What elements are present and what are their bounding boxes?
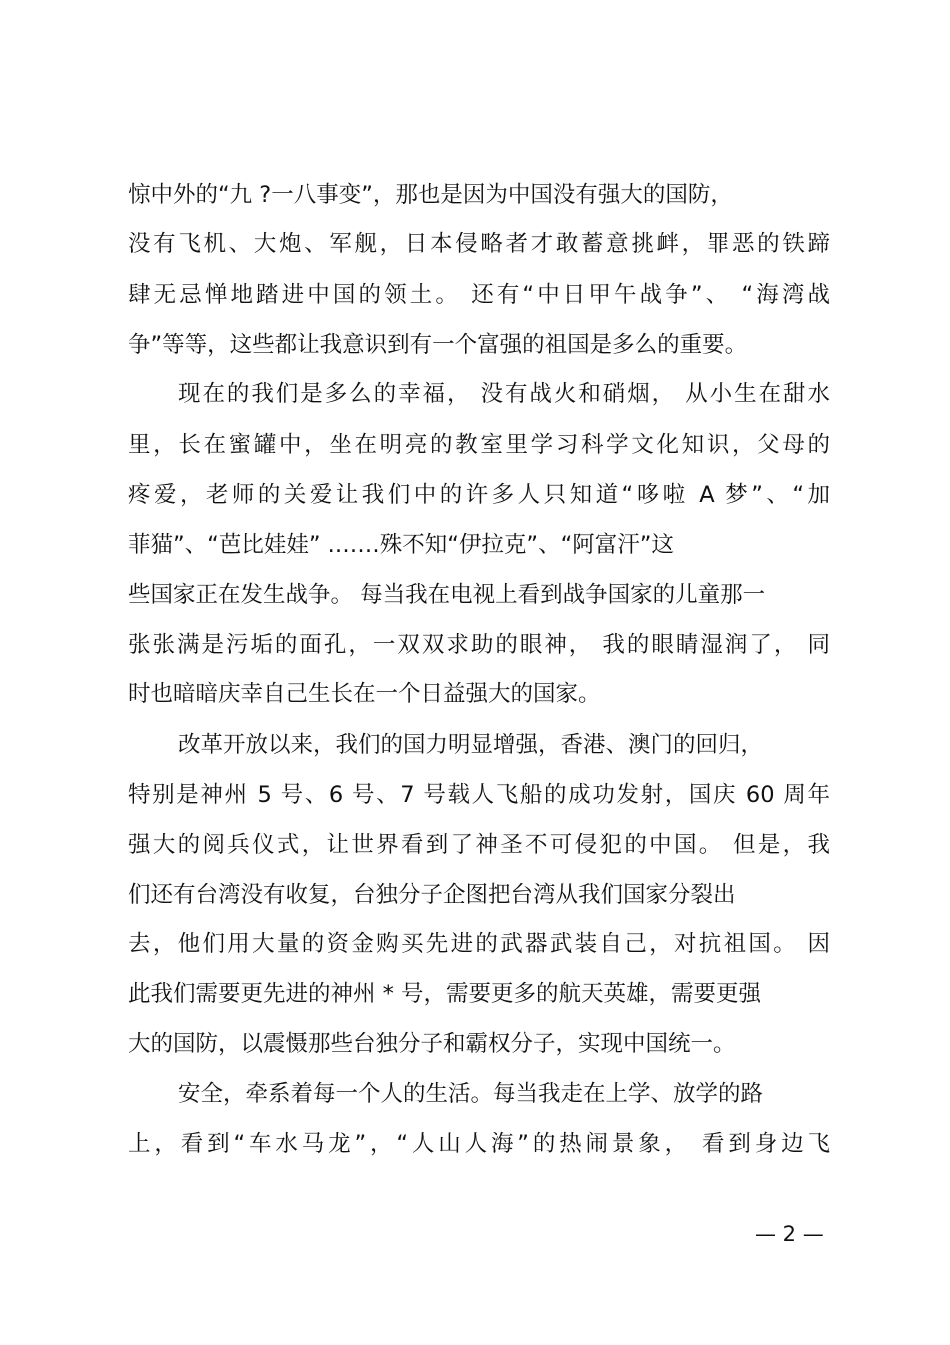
paragraph-line: 强大的阅兵仪式，让世界看到了神圣不可侵犯的中国。 但是，我 <box>128 832 830 858</box>
paragraph-line: 此我们需要更先进的神州 * 号，需要更多的航天英雄，需要更强 <box>128 981 762 1007</box>
paragraph-line: 张张满是污垢的面孔，一双双求助的眼神， 我的眼睛湿润了， 同 <box>128 632 830 658</box>
paragraph-line: 争”等等，这些都让我意识到有一个富强的祖国是多么的重要。 <box>128 332 748 358</box>
paragraph-line: 里，长在蜜罐中，坐在明亮的教室里学习科学文化知识，父母的 <box>128 432 830 458</box>
page-number: — 2 — <box>755 1222 824 1246</box>
paragraph-line: 现在的我们是多么的幸福， 没有战火和硝烟， 从小生在甜水 <box>178 381 830 407</box>
paragraph-line: 安全，牵系着每一个人的生活。每当我走在上学、放学的路 <box>178 1081 764 1107</box>
paragraph-line: 些国家正在发生战争。 每当我在电视上看到战争国家的儿童那一 <box>128 582 766 608</box>
paragraph-line: 惊中外的“九 ?一八事变”，那也是因为中国没有强大的国防， <box>128 182 733 208</box>
paragraph-line: 疼爱，老师的关爱让我们中的许多人只知道“哆啦 A 梦”、“加 <box>128 482 830 508</box>
paragraph-line: 上，看到“车水马龙”，“人山人海”的热闹景象， 看到身边飞 <box>128 1131 830 1157</box>
paragraph-line: 时也暗暗庆幸自己生长在一个日益强大的国家。 <box>128 681 601 707</box>
paragraph-line: 大的国防，以震慑那些台独分子和霸权分子，实现中国统一。 <box>128 1031 736 1057</box>
paragraph-line: 肆无忌惮地踏进中国的领土。 还有“中日甲午战争”、 “海湾战 <box>128 282 830 308</box>
paragraph-line: 没有飞机、大炮、军舰，日本侵略者才敢蓄意挑衅，罪恶的铁蹄 <box>128 231 830 257</box>
paragraph-line: 改革开放以来，我们的国力明显增强，香港、澳门的回归， <box>178 732 764 758</box>
paragraph-line: 去，他们用大量的资金购买先进的武器武装自己，对抗祖国。 因 <box>128 931 830 957</box>
paragraph-line: 特别是神州 5 号、6 号、7 号载人飞船的成功发射，国庆 60 周年 <box>128 782 830 808</box>
paragraph-line: 菲猫”、“芭比娃娃” .……殊不知“伊拉克”、“阿富汗”这 <box>128 532 674 558</box>
paragraph-line: 们还有台湾没有收复，台独分子企图把台湾从我们国家分裂出 <box>128 882 736 908</box>
